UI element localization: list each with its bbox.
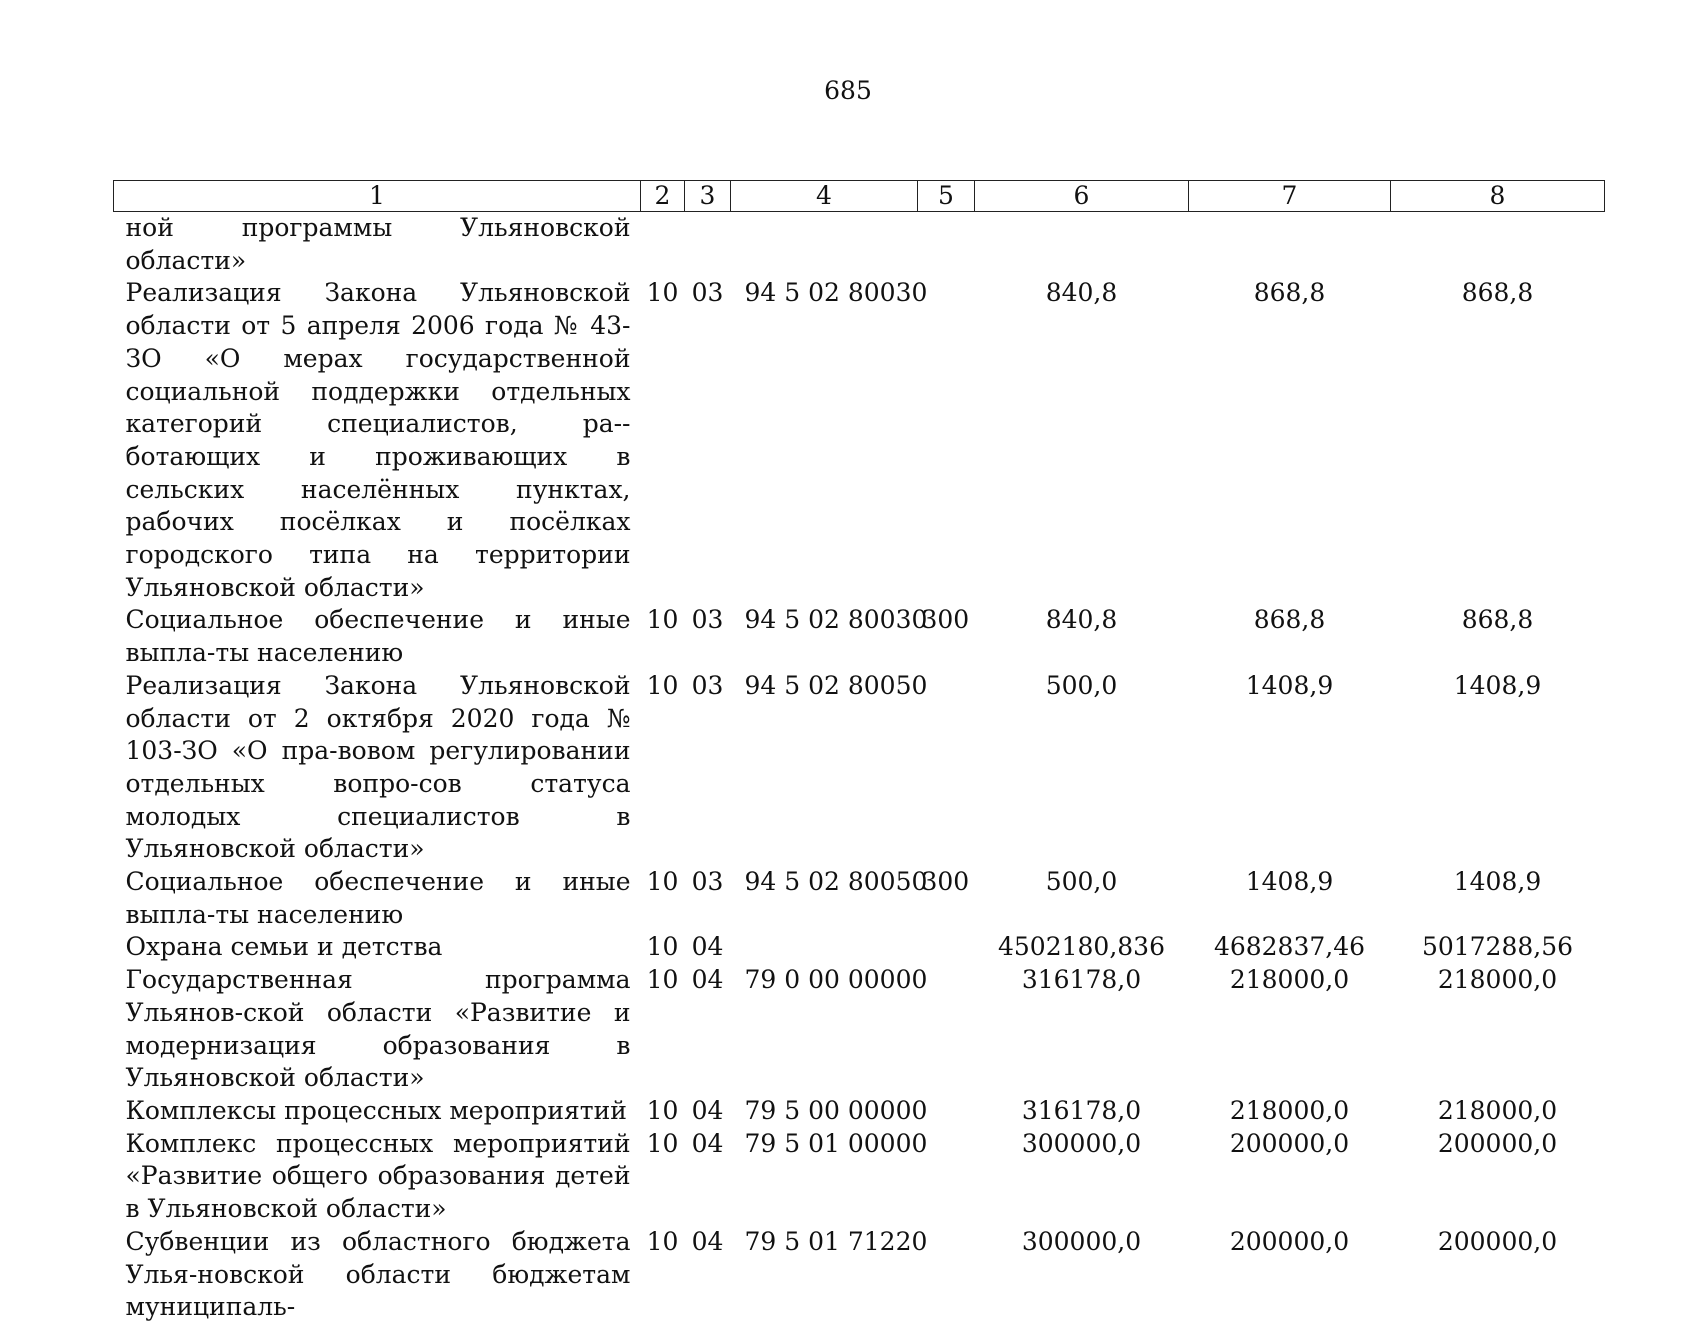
row-amount-2: 218000,0 [1229, 1095, 1350, 1125]
row-subsection [685, 212, 731, 278]
row-amount-3: 218000,0 [1437, 1095, 1558, 1125]
row-amount-1: 500,0 [1045, 867, 1118, 897]
row-name: Комплексы процессных мероприятий [125, 1095, 627, 1125]
row-section: 10 [646, 670, 679, 700]
row-subsection: 03 [691, 867, 724, 897]
row-subsection: 04 [691, 1128, 724, 1158]
table-row [114, 1226, 1605, 1324]
table-row [114, 931, 1605, 964]
row-expense-type: 300 [921, 867, 970, 897]
row-amount-3: 218000,0 [1437, 965, 1558, 995]
row-subsection: 03 [691, 605, 724, 635]
table-row [114, 866, 1605, 931]
table-row [114, 604, 1605, 669]
header-col-4: 4 [731, 181, 918, 212]
row-subsection: 03 [691, 278, 724, 308]
header-col-1: 1 [114, 181, 641, 212]
row-subsection: 04 [691, 932, 724, 962]
row-name: Субвенции из областного бюджета Улья-новской области бюджетам муниципаль- [125, 1226, 631, 1322]
row-target-article: 79 5 00 00000 [744, 1095, 928, 1125]
row-section: 10 [646, 1128, 679, 1158]
header-col-7: 7 [1189, 181, 1391, 212]
row-amount-2 [1189, 212, 1391, 278]
row-subsection: 04 [691, 1095, 724, 1125]
header-col-8: 8 [1391, 181, 1605, 212]
row-name: Реализация Закона Ульяновской области от 2 октября 2020 года № 103-ЗО «О пра-вовом регулировании отдельных вопро-сов статуса молодых специалистов в Ульяновской области» [125, 670, 631, 864]
row-amount-1: 316178,0 [1021, 965, 1142, 995]
row-name: Социальное обеспечение и иные выпла-ты населению [125, 605, 631, 668]
header-col-3: 3 [685, 181, 731, 212]
row-amount-3: 200000,0 [1437, 1226, 1558, 1256]
row-name: Охрана семьи и детства [125, 932, 443, 962]
row-target-article: 94 5 02 80050 [744, 670, 928, 700]
row-amount-3: 5017288,56 [1421, 932, 1574, 962]
row-expense-type [918, 277, 975, 604]
row-amount-3 [1391, 212, 1605, 278]
row-amount-2: 1408,9 [1245, 867, 1334, 897]
row-expense-type: 300 [921, 605, 970, 635]
row-amount-1: 316178,0 [1021, 1095, 1142, 1125]
header-col-2: 2 [641, 181, 685, 212]
row-expense-type [918, 931, 975, 964]
row-section: 10 [646, 278, 679, 308]
table-row [114, 670, 1605, 866]
row-amount-1: 840,8 [1045, 278, 1118, 308]
row-amount-1: 500,0 [1045, 670, 1118, 700]
row-amount-3: 1408,9 [1453, 867, 1542, 897]
table-row [114, 964, 1605, 1095]
table-row [114, 277, 1605, 604]
row-target-article: 79 5 01 00000 [744, 1128, 928, 1158]
row-amount-1: 4502180,836 [997, 932, 1165, 962]
row-section: 10 [646, 1095, 679, 1125]
row-section: 10 [646, 965, 679, 995]
row-name: Государственная программа Ульянов-ской области «Развитие и модернизация образования в Ульяновской области» [125, 965, 631, 1093]
header-col-5: 5 [918, 181, 975, 212]
row-section: 10 [646, 1226, 679, 1256]
row-expense-type [918, 212, 975, 278]
row-amount-3: 200000,0 [1437, 1128, 1558, 1158]
row-section: 10 [646, 605, 679, 635]
row-amount-1: 840,8 [1045, 605, 1118, 635]
row-name: Реализация Закона Ульяновской области от 5 апреля 2006 года № 43-ЗО «О мерах государственной социальной поддержки отдельных категорий специалистов, ра-ботающих и проживающих в сельских населённых пунктах, рабочих посёлках и посёлках городского типа на территории Ульяновской области» [125, 278, 631, 602]
row-name: Комплекс процессных мероприятий «Развитие общего образования детей в Ульяновской области» [125, 1128, 631, 1224]
row-section: 10 [646, 867, 679, 897]
row-amount-2: 1408,9 [1245, 670, 1334, 700]
row-target-article: 94 5 02 80050 [744, 867, 928, 897]
row-amount-2: 218000,0 [1229, 965, 1350, 995]
row-subsection: 03 [691, 670, 724, 700]
row-target-article: 79 5 01 71220 [744, 1226, 928, 1256]
row-subsection: 04 [691, 965, 724, 995]
row-section [641, 212, 685, 278]
row-target-article [731, 931, 918, 964]
row-amount-1 [975, 212, 1189, 278]
page-number: 685 [824, 76, 872, 105]
row-name: Социальное обеспечение и иные выпла-ты населению [125, 867, 631, 929]
row-amount-1: 300000,0 [1021, 1226, 1142, 1256]
row-name: ной программы Ульяновской области» [125, 213, 631, 275]
row-target-article: 94 5 02 80030 [744, 278, 928, 308]
budget-table [113, 180, 1605, 1324]
row-amount-2: 4682837,46 [1213, 932, 1366, 962]
header-col-6: 6 [975, 181, 1189, 212]
table-row [114, 212, 1605, 278]
row-amount-2: 868,8 [1253, 605, 1326, 635]
row-amount-3: 1408,9 [1453, 670, 1542, 700]
row-amount-2: 200000,0 [1229, 1226, 1350, 1256]
row-amount-2: 200000,0 [1229, 1128, 1350, 1158]
row-subsection: 04 [691, 1226, 724, 1256]
row-amount-3: 868,8 [1461, 278, 1534, 308]
table-row [114, 1128, 1605, 1226]
table-row [114, 1095, 1605, 1128]
row-target-article: 94 5 02 80030 [744, 605, 928, 635]
row-amount-2: 868,8 [1253, 278, 1326, 308]
row-target-article [731, 212, 918, 278]
row-target-article: 79 0 00 00000 [744, 965, 928, 995]
table-header-row [114, 181, 1605, 212]
row-amount-1: 300000,0 [1021, 1128, 1142, 1158]
row-section: 10 [646, 932, 679, 962]
row-amount-3: 868,8 [1461, 605, 1534, 635]
